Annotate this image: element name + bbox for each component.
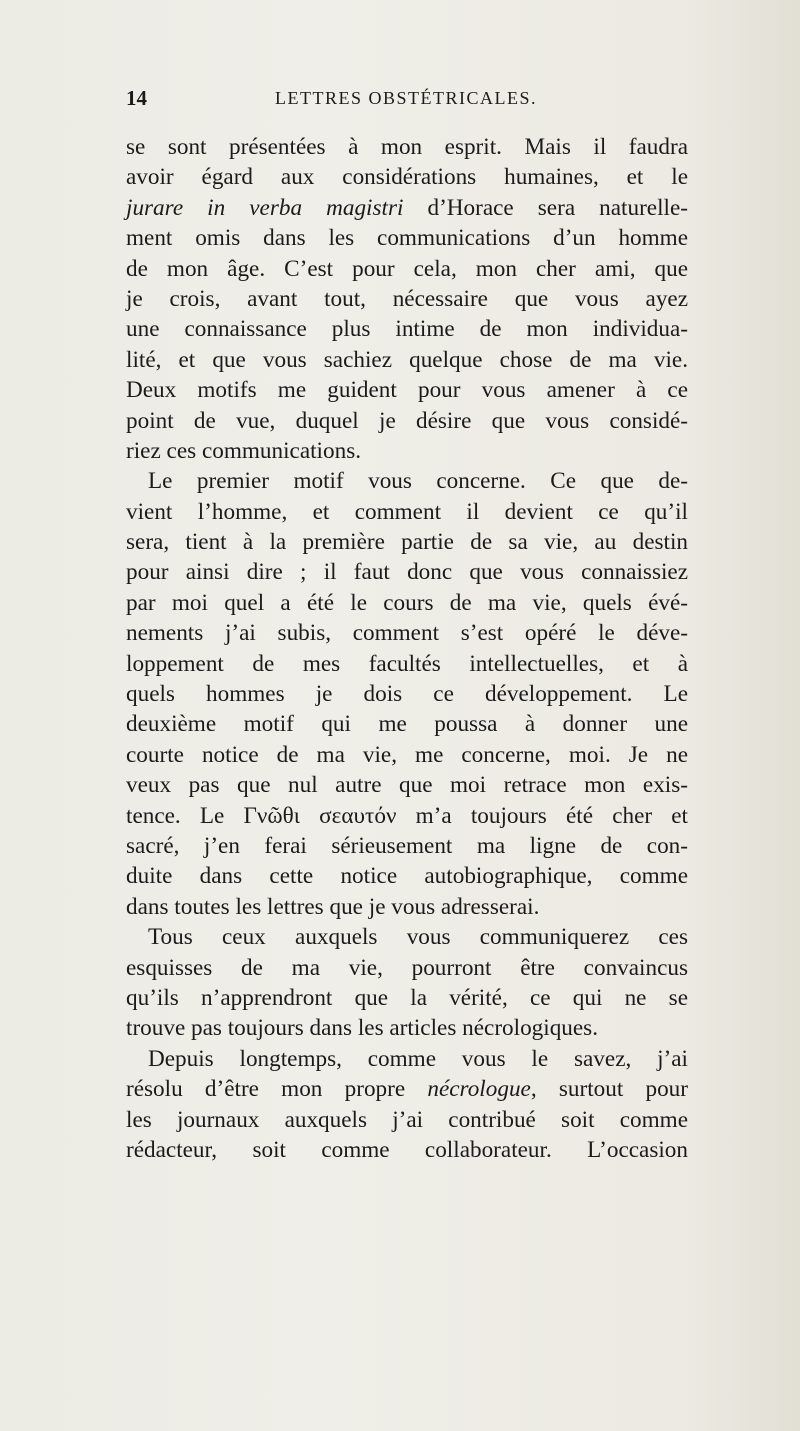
- text-line: tence. Le Γνῶθι σεαυτόν m’a toujours été cher et: [126, 802, 688, 829]
- running-title: LETTRES OBSTÉTRICALES.: [275, 88, 537, 108]
- text-line: riez ces communications.: [126, 437, 362, 464]
- text-line: courte notice de ma vie, me concerne, moi. Je ne: [126, 741, 688, 768]
- text-line: loppement de mes facultés intellectuelles, et à: [126, 650, 688, 677]
- text-line: nements j’ai subis, comment s’est opéré le déve-: [126, 620, 688, 647]
- text-line: qu’ils n’apprendront que la vérité, ce qui ne se: [126, 984, 688, 1011]
- text-line: quels hommes je dois ce développement. Le: [126, 681, 688, 708]
- text-line: veux pas que nul autre que moi retrace mon exis-: [126, 772, 688, 799]
- text-line: Depuis longtemps, comme vous le savez, j’ai: [148, 1045, 688, 1072]
- text-line: trouve pas toujours dans les articles nécrologiques.: [126, 1015, 599, 1042]
- text-line: Tous ceux auxquels vous communiquerez ces: [148, 924, 688, 951]
- text-line: rédacteur, soit comme collaborateur. L’occasion: [126, 1136, 688, 1163]
- text-line: résolu d’être mon propre nécrologue, surtout pour: [126, 1076, 688, 1103]
- text-line: sacré, j’en ferai sérieusement ma ligne de con-: [126, 832, 688, 859]
- text-line: de mon âge. C’est pour cela, mon cher ami, que: [126, 255, 688, 282]
- text-line: lité, et que vous sachiez quelque chose de ma vie.: [126, 346, 688, 373]
- text-line: ment omis dans les communications d’un homme: [126, 225, 688, 252]
- text-line: Le premier motif vous concerne. Ce que de-: [148, 468, 688, 495]
- text-line: point de vue, duquel je désire que vous considé-: [126, 407, 688, 434]
- text-line: dans toutes les lettres que je vous adresserai.: [126, 893, 540, 920]
- body-text: [126, 132, 688, 1165]
- text-line: pour ainsi dire ; il faut donc que vous connaissiez: [126, 559, 688, 586]
- text-line: duite dans cette notice autobiographique, comme: [126, 863, 688, 890]
- page-header: [126, 86, 686, 116]
- text-line: sera, tient à la première partie de sa vie, au destin: [126, 529, 688, 556]
- page-number: 14: [126, 86, 147, 110]
- text-line: une connaissance plus intime de mon individua-: [126, 316, 688, 343]
- text-line: se sont présentées à mon esprit. Mais il faudra: [126, 134, 688, 160]
- text-line: jurare in verba magistri d’Horace sera naturelle-: [126, 194, 688, 221]
- text-line: esquisses de ma vie, pourront être convaincus: [126, 954, 688, 981]
- text-line: je crois, avant tout, nécessaire que vous ayez: [126, 285, 688, 312]
- text-line: les journaux auxquels j’ai contribué soit comme: [126, 1106, 688, 1133]
- text-line: deuxième motif qui me poussa à donner une: [126, 711, 688, 738]
- text-line: avoir égard aux considérations humaines, et le: [126, 164, 688, 191]
- text-line: Deux motifs me guident pour vous amener à ce: [126, 377, 688, 404]
- text-line: vient l’homme, et comment il devient ce qu’il: [126, 498, 688, 525]
- text-line: par moi quel a été le cours de ma vie, quels évé-: [126, 589, 688, 616]
